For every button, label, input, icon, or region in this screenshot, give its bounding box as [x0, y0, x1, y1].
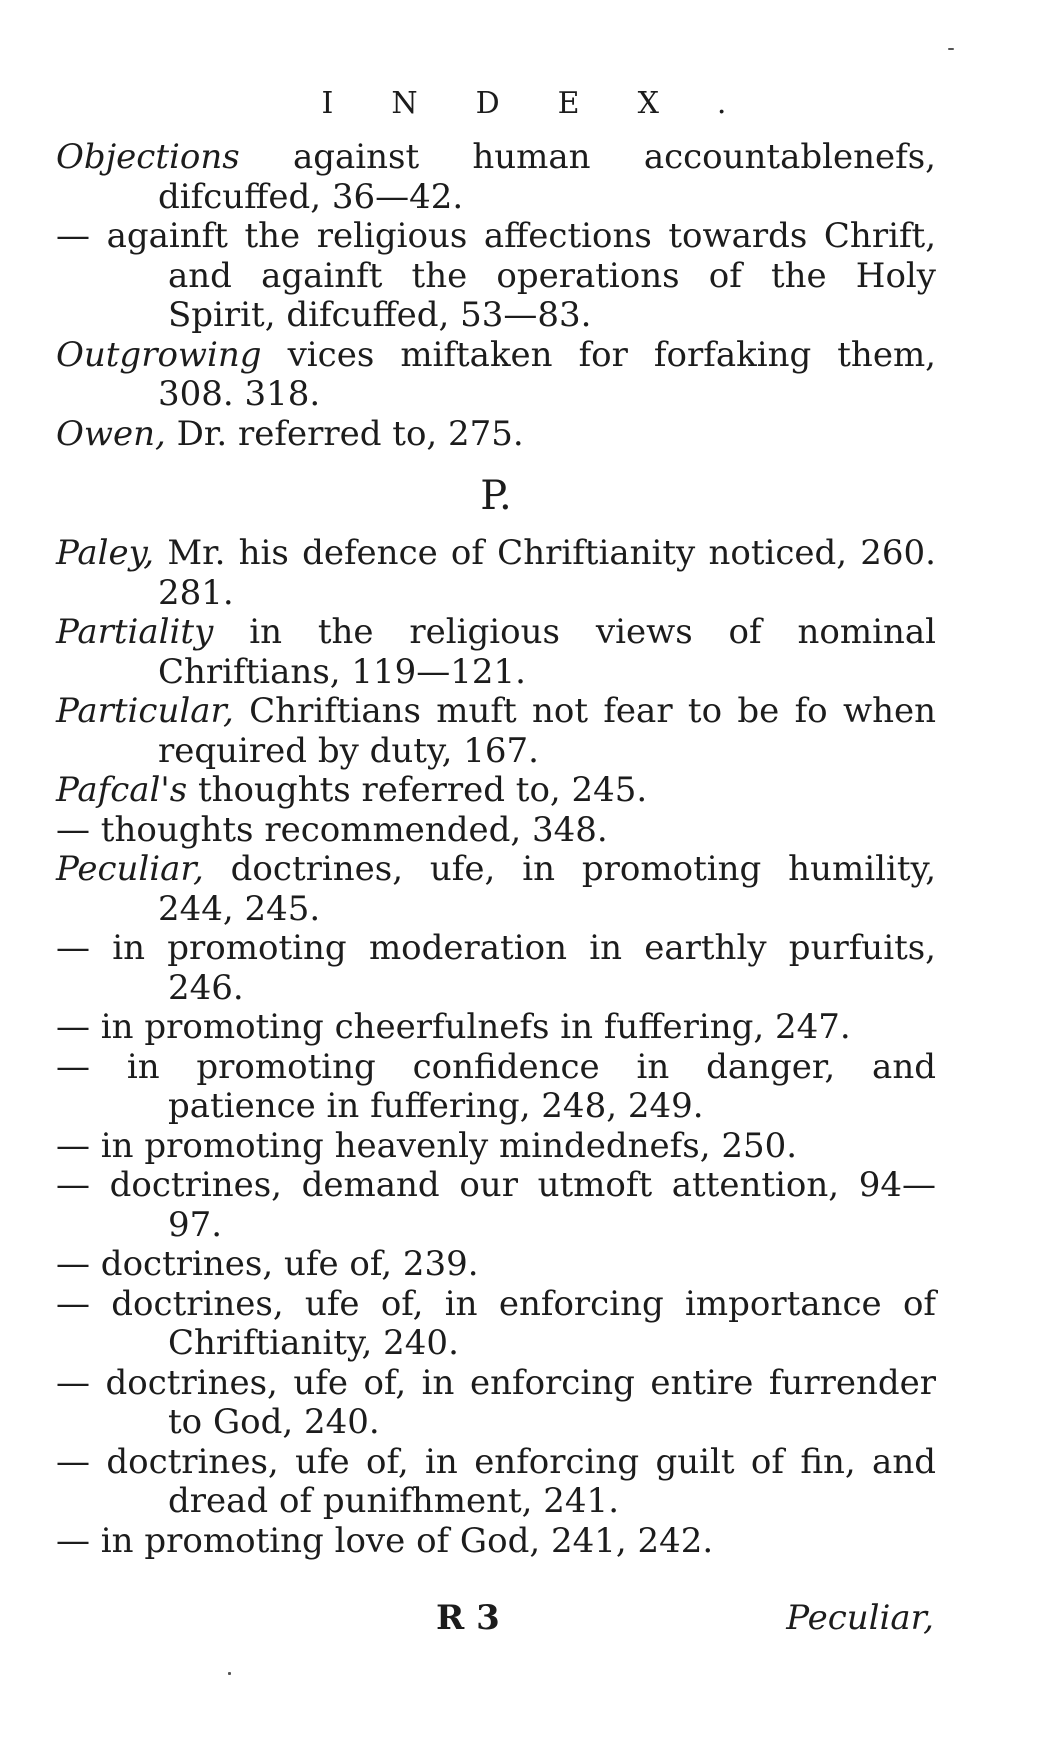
index-entry — [56, 534, 936, 613]
entry-dash: — — [56, 1441, 90, 1482]
entry-text: in promoting moderation in earthly purfuits, 246. — [90, 928, 936, 1008]
entry-text: in the religious views of nominal Chriftians, 119—121. — [158, 612, 936, 692]
entry-text: in promoting cheerfulnefs in fuffering, 247. — [90, 1007, 851, 1047]
entry-text: in promoting confidence in danger, and patience in fuffering, 248, 249. — [90, 1046, 936, 1126]
entry-dash: — — [56, 1244, 90, 1284]
catchword: Peculiar, — [786, 1598, 934, 1638]
index-entry — [56, 1008, 936, 1048]
index-entries — [56, 138, 936, 1561]
index-entry — [56, 1127, 936, 1167]
entry-dash: — — [56, 1165, 90, 1205]
index-entry — [56, 1048, 936, 1127]
entry-dash: — — [56, 1283, 90, 1324]
signature-mark: R 3 — [436, 1598, 500, 1638]
entry-text: doctrines, ufe, in promoting humility, 244, 245. — [158, 849, 936, 929]
entry-heading: Owen, — [56, 413, 166, 454]
entry-heading: Particular, — [56, 691, 234, 731]
entry-text: Chriftians muft not fear to be fo when required by duty, 167. — [158, 691, 936, 771]
index-entry — [56, 811, 936, 851]
ink-speck — [948, 48, 954, 50]
entry-dash: — — [56, 928, 90, 968]
index-entry — [56, 138, 936, 217]
index-entry — [56, 771, 936, 811]
entry-text: doctrines, ufe of, in enforcing entire furrender to God, 240. — [90, 1362, 936, 1442]
ink-speck — [228, 1672, 231, 1675]
entry-text: in promoting heavenly mindednefs, 250. — [90, 1125, 798, 1166]
section-letter: P. — [480, 473, 512, 519]
entry-heading: Pafcal's — [56, 770, 188, 810]
entry-heading: Paley, — [56, 533, 155, 573]
index-entry — [56, 850, 936, 929]
entry-text: againft the religious affections towards Chrift, and againft the operations of the Holy Spirit, difcuffed, 53—83. — [90, 216, 936, 335]
entry-text: doctrines, ufe of, in enforcing importance of Chriftianity, 240. — [90, 1283, 936, 1363]
entry-text: against human accountablenefs, difcuffed, 36—42. — [158, 137, 936, 217]
entry-dash: — — [56, 1520, 90, 1561]
entry-text: thoughts referred to, 245. — [187, 770, 648, 810]
entry-text: vices miftaken for forfaking them, 308. 318. — [158, 334, 936, 414]
entry-text: doctrines, demand our utmoft attention, 94—97. — [90, 1165, 936, 1245]
index-entry — [56, 1245, 936, 1285]
entry-text: Mr. his defence of Chriftianity noticed, 260. 281. — [154, 533, 936, 613]
entry-dash: — — [56, 1362, 90, 1403]
index-entry — [56, 1285, 936, 1364]
index-entry — [56, 613, 936, 692]
index-entry — [56, 929, 936, 1008]
entry-dash: — — [56, 216, 90, 256]
entry-dash: — — [56, 1046, 90, 1087]
entry-heading: Partiality — [56, 612, 214, 652]
index-entry — [56, 336, 936, 415]
entry-heading: Peculiar, — [56, 849, 204, 889]
running-head: INDEX. — [321, 86, 785, 121]
index-entry — [56, 217, 936, 336]
entry-text: doctrines, ufe of, in enforcing guilt of fin, and dread of punifhment, 241. — [90, 1441, 936, 1521]
entry-text: doctrines, ufe of, 239. — [90, 1244, 479, 1284]
index-entry — [56, 692, 936, 771]
index-entry — [56, 1522, 936, 1562]
index-entry — [56, 1364, 936, 1443]
entry-heading: Objections — [56, 137, 240, 177]
entry-heading: Outgrowing — [56, 334, 262, 375]
entry-text: in promoting love of God, 241, 242. — [90, 1520, 714, 1561]
entry-dash: — — [56, 809, 90, 850]
index-entry — [56, 415, 936, 455]
entry-dash: — — [56, 1007, 90, 1047]
entry-text: Dr. referred to, 275. — [165, 413, 524, 454]
page-footer — [0, 1598, 1056, 1648]
index-entry — [56, 1166, 936, 1245]
entry-text: thoughts recommended, 348. — [90, 809, 608, 850]
index-entry — [56, 1443, 936, 1522]
entry-dash: — — [56, 1125, 90, 1166]
